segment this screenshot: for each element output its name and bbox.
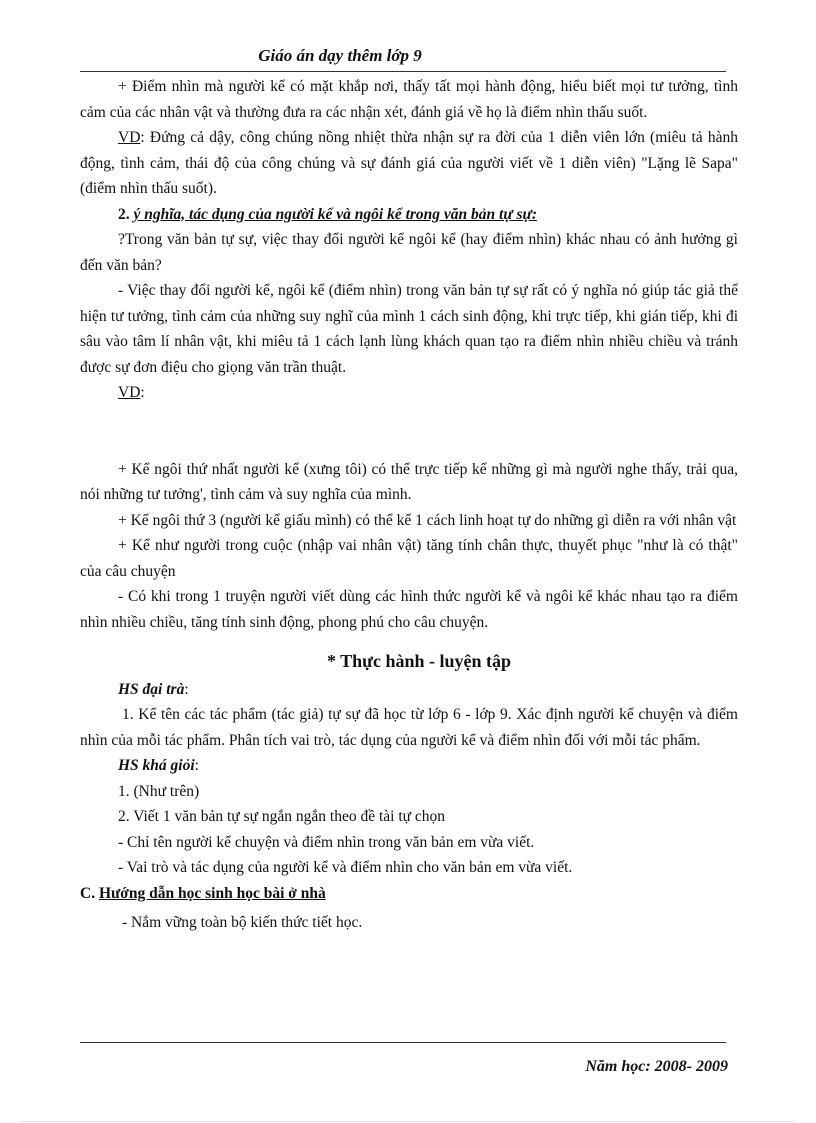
hs-regular-heading [80,677,738,703]
example-label: VD [118,384,141,401]
blank-space [80,406,738,457]
example-text: : Đứng cả dậy, công chúng nồng nhiệt thừa nhận sự ra đời của 1 diễn viên lớn (miêu tả hành động, tình cảm, thái độ của công chúng và sự đánh giá của người viết về 1 diễn viên) "Lặng lẽ Sapa" (điểm nhìn thấu suốt). [80,129,738,197]
paragraph-example-1 [80,125,738,202]
section-c-label: C. [80,884,96,902]
header-title: Giáo án dạy thêm lớp 9 [258,46,422,65]
exercise-advanced-2b: - Vai trò và tác dụng của người kể và điểm nhìn cho văn bản em vừa viết. [118,859,573,876]
paragraph-first-person: + Kể ngôi thứ nhất người kể (xưng tôi) có thể trực tiếp kể những gì mà người nghe thấy, trải qua, nói những tư tưởng', tình cảm và suy nghĩa của mình. [80,460,738,503]
exercise-advanced-1: 1. (Như trên) [118,782,200,800]
hs-regular-colon: : [184,680,189,698]
hs-regular-label: HS đại trà [118,680,185,698]
paragraph-viewpoint-omniscient: + Điểm nhìn mà người kể có mặt khắp nơi, thấy tất mọi hành động, hiểu biết mọi tư tưởng, tình cảm của các nhân vật và thường đưa ra các nhận xét, đánh giá về họ là điểm nhìn thấu suốt. [80,78,738,121]
example-colon: : [140,384,145,401]
hs-advanced-colon: : [194,757,199,774]
paragraph-insider: + Kể như người trong cuộc (nhập vai nhân vật) tăng tính chân thực, thuyết phục "như là có thật" của câu chuyện [80,537,738,580]
practice-heading: * Thực hành - luyện tập [326,651,512,671]
footer-divider [80,1042,726,1043]
section-title: ý nghĩa, tác dụng của người kể và ngôi kể trong văn bản tự sự: [133,205,537,223]
paragraph-third-person: + Kể ngôi thứ 3 (người kể giấu mình) có thể kể 1 cách linh hoạt tự do những gì diễn ra với nhân vật [118,511,737,529]
hs-advanced-label: HS khá giỏi [118,757,195,774]
paragraph-example-2 [80,380,738,406]
exercise-advanced-2: 2. Viết 1 văn bản tự sự ngắn ngắn theo đề tài tự chọn [118,808,446,825]
section-c-title: Hướng dẫn học sinh học bài ở nhà [98,884,326,902]
exercise-1: 1. Kể tên các tác phẩm (tác giả) tự sự đã học từ lớp 6 - lớp 9. Xác định người kể chuyện và điểm nhìn của mỗi tác phẩm. Phân tích vai trò, tác dụng của người kể và điểm nhìn đối với mỗi tác phẩm. [80,706,738,749]
example-label: VD [118,129,141,146]
paragraph-question: ?Trong văn bản tự sự, việc thay đổi người kể ngôi kể (hay điểm nhìn) khác nhau có ảnh hưởng gì đến văn bản? [80,231,738,274]
hs-advanced-heading [80,753,738,779]
paragraph-answer: - Việc thay đổi người kể, ngôi kể (điểm nhìn) trong văn bản tự sự rất có ý nghĩa nó giúp tác giả thể hiện tư tưởng, tình cảm của những suy nghĩ của mình 1 cách sinh động, khi trực tiếp, khi gián tiếp, khi đi sâu vào tâm lí nhân vật, khi miêu tả 1 cách lạnh lùng khách quan tạo ra điểm nhìn nhiều chiều và tránh được sự đơn điệu cho giọng văn trần thuật. [80,282,738,376]
header-divider [80,71,726,72]
section-c-heading [80,881,738,907]
homework-item: - Nắm vững toàn bộ kiến thức tiết học. [122,914,363,931]
page-edge [20,1121,796,1122]
document-body [80,74,738,936]
exercise-advanced-2a: - Chỉ tên người kể chuyện và điểm nhìn trong văn bản em vừa viết. [118,833,535,851]
section-number: 2. [118,205,130,223]
section-heading-2 [80,202,738,228]
footer-school-year: Năm học: 2008- 2009 [585,1058,728,1075]
paragraph-multiple-views: - Có khi trong 1 truyện người viết dùng các hình thức người kể và ngôi kể khác nhau tạo ra điểm nhìn nhiều chiều, tăng tính sinh động, phong phú cho câu chuyện. [80,588,738,631]
